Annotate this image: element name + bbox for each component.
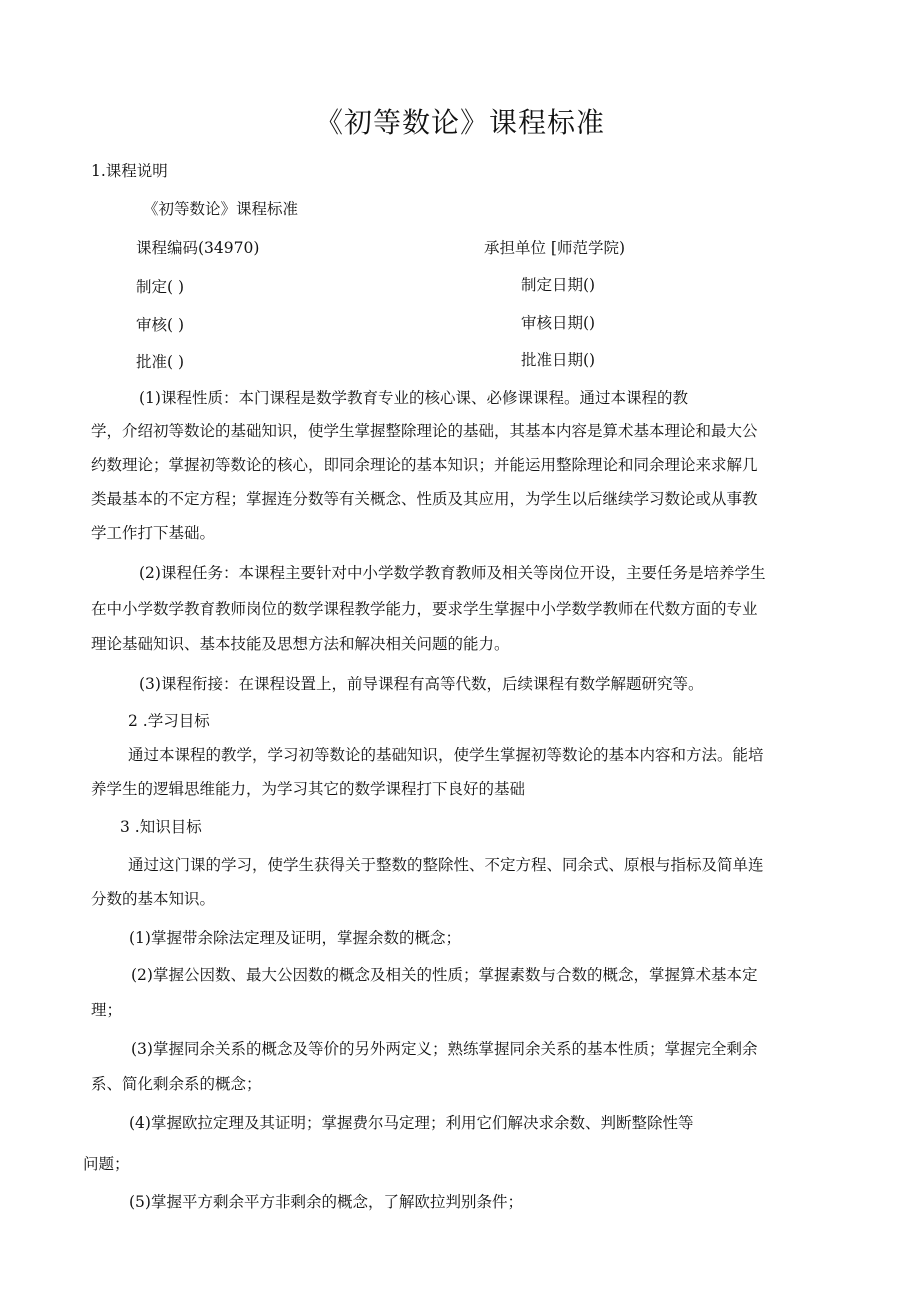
knowledge-item-1: (1)掌握带余除法定理及证明，掌握余数的概念； <box>129 929 461 947</box>
nature-line: 类最基本的不定方程；掌握连分数等有关概念、性质及其应用，为学生以后继续学习数论或从事教 <box>91 490 758 508</box>
knowledge-item-2-cont: 理； <box>91 1001 123 1019</box>
task-line: 在中小学数学教育教师岗位的数学课程教学能力，要求学生掌握中小学数学教师在代数方面的专业 <box>91 600 758 618</box>
responsible-unit: 承担单位 [师范学院) <box>484 239 626 257</box>
reviewed-by: 审核( ) <box>136 316 185 334</box>
section-3-line: 分数的基本知识。 <box>91 890 216 908</box>
knowledge-item-3: (3)掌握同余关系的概念及等价的另外两定义；熟练掌握同余关系的基本性质；掌握完全剩余 <box>131 1040 758 1058</box>
knowledge-item-4-cont: 问题； <box>83 1155 130 1173</box>
section-2-line: 养学生的逻辑思维能力，为学习其它的数学课程打下良好的基础 <box>91 780 526 798</box>
knowledge-item-5: (5)掌握平方剩余平方非剩余的概念，了解欧拉判别条件； <box>129 1193 523 1211</box>
task-line: 理论基础知识、基本技能及思想方法和解决相关问题的能力。 <box>91 635 510 653</box>
task-line: (2)课程任务：本课程主要针对中小学数学教育教师及相关等岗位开设，主要任务是培养学生 <box>139 564 766 582</box>
section-2-heading: 2 .学习目标 <box>128 712 210 730</box>
section-3-line: 通过这门课的学习，使学生获得关于整数的整除性、不定方程、同余式、原根与指标及简单连 <box>128 856 764 874</box>
knowledge-item-3-cont: 系、简化剩余系的概念； <box>91 1075 262 1093</box>
document-title: 《初等数论》课程标准 <box>314 106 605 139</box>
nature-line: (1)课程性质：本门课程是数学教育专业的核心课、必修课课程。通过本课程的教 <box>139 389 688 407</box>
section-1-heading: 1.课程说明 <box>91 162 168 180</box>
nature-line: 学工作打下基础。 <box>91 524 216 542</box>
course-code: 课程编码(34970) <box>136 239 260 257</box>
section-3-heading: 3 .知识目标 <box>120 818 202 836</box>
made-date: 制定日期() <box>521 276 596 294</box>
knowledge-item-4: (4)掌握欧拉定理及其证明；掌握费尔马定理；利用它们解决求余数、判断整除性等 <box>129 1114 694 1132</box>
approved-by: 批准( ) <box>136 353 185 371</box>
subtitle: 《初等数论》课程标准 <box>143 200 299 218</box>
nature-line: 约数理论；掌握初等数论的核心，即同余理论的基本知识；并能运用整除理论和同余理论来求解几 <box>91 456 758 474</box>
section-2-line: 通过本课程的教学，学习初等数论的基础知识，使学生掌握初等数论的基本内容和方法。能培 <box>128 746 764 764</box>
review-date: 审核日期() <box>521 314 596 332</box>
knowledge-item-2: (2)掌握公因数、最大公因数的概念及相关的性质；掌握素数与合数的概念，掌握算术基本定 <box>131 966 758 984</box>
nature-line: 学，介绍初等数论的基础知识，使学生掌握整除理论的基础，其基本内容是算术基本理论和最大公 <box>91 422 758 440</box>
made-by: 制定( ) <box>136 278 185 296</box>
approve-date: 批准日期() <box>521 351 596 369</box>
link-line: (3)课程衔接：在课程设置上，前导课程有高等代数，后续课程有数学解题研究等。 <box>139 675 704 693</box>
